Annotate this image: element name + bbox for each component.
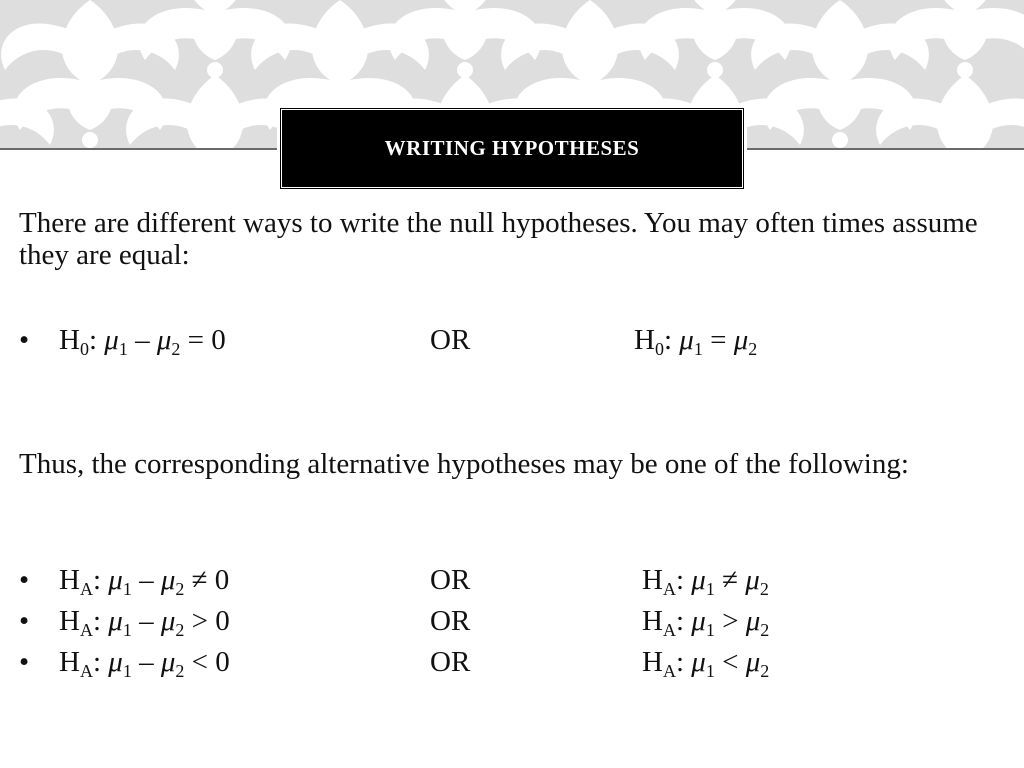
alt-hypothesis-difference: $H_A$: $\mu_1 - \mu_2 \ne 0$ [59,564,230,599]
null-hypothesis-difference: $H_0$: $\mu_1 - \mu_2 = 0$ [59,324,226,359]
alt-hypothesis-row [19,560,1009,600]
title-frame [277,105,747,192]
alt-hypothesis-difference: $H_A$: $\mu_1 - \mu_2 > 0$ [59,605,230,640]
alt-hypothesis-row [19,601,1009,641]
alt-hypothesis-difference: $H_A$: $\mu_1 - \mu_2 < 0$ [59,646,230,681]
title-panel [281,109,743,188]
alt-hypothesis-comparison: $H_A$: $\mu_1 < \mu_2$ [642,646,770,681]
bullet: • [19,564,30,596]
or-connector: OR [430,605,471,637]
null-hypothesis-row [19,320,1009,360]
or-connector: OR [430,324,471,356]
alt-hypothesis-comparison: $H_A$: $\mu_1 > \mu_2$ [642,605,770,640]
bullet: • [19,324,30,356]
bullet: • [19,605,30,637]
or-connector: OR [430,564,471,596]
transition-paragraph: Thus, the corresponding alternative hypotheses may be one of the following: [19,448,909,480]
null-hypothesis-equality: $H_0$: $\mu_1 = \mu_2$ [634,324,758,359]
alt-hypothesis-comparison: $H_A$: $\mu_1 \ne \mu_2$ [642,564,769,599]
bullet: • [19,646,30,678]
or-connector: OR [430,646,471,678]
alt-hypothesis-row [19,642,1009,682]
intro-paragraph: There are different ways to write the null hypotheses. You may often times assume they are equal: [19,207,978,271]
slide-title: WRITING HYPOTHESES [384,136,640,160]
